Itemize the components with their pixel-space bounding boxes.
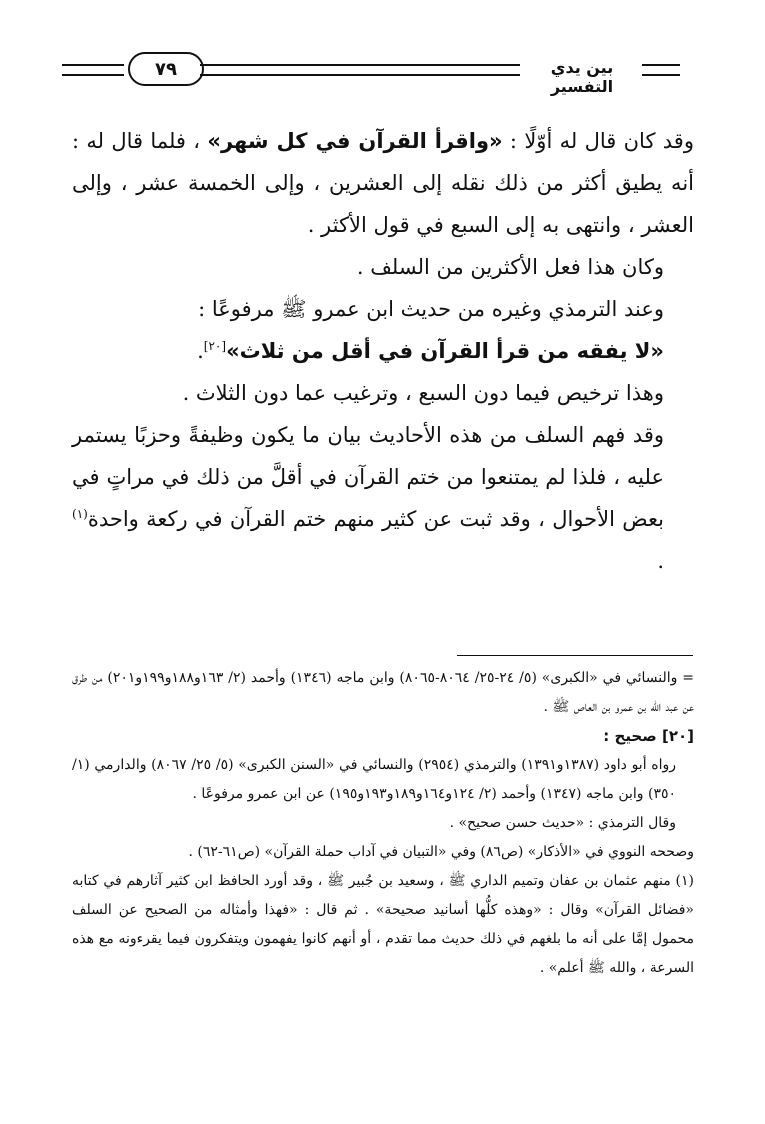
paragraph-2: وكان هذا فعل الأكثرين من السلف . xyxy=(356,255,664,279)
page-number: ٧٩ xyxy=(128,52,204,86)
paragraph-5: وهذا ترخيص فيما دون السبع ، وترغيب عما دون الثلاث . xyxy=(182,381,664,405)
footnote-20-tirmidhi: وقال الترمذي : «حديث حسن صحيح» . xyxy=(449,815,676,831)
p6-end: . xyxy=(657,549,664,573)
paragraph-3: وعند الترمذي وغيره من حديث ابن عمرو ﷺ مرفوعًا : xyxy=(198,297,664,321)
p6-text: وقد فهم السلف من هذه الأحاديث بيان ما يكون وظيفةً وحزبًا يستمر عليه ، فلذا لم يمتنعوا من ختم القرآن في أقلَّ من ذلك في مراتٍ في بعض الأحوال ، وقد ثبت عن كثير منهم ختم القرآن في ركعة واحدة xyxy=(72,423,664,531)
p4-end: . xyxy=(197,339,204,363)
header-rule-right xyxy=(642,64,680,76)
header-rule-middle xyxy=(200,64,520,76)
main-text xyxy=(72,120,694,582)
paragraph-4 xyxy=(72,330,694,372)
header-rule-left xyxy=(62,64,124,76)
footnote-20-heading: [٢٠] صحيح : xyxy=(603,727,694,745)
p1-text-b: ، فلما قال له : أنه يطيق أكثر من ذلك نقله إلى العشرين ، وإلى الخمسة عشر ، وإلى العشر ، وانتهى به إلى السبع في قول الأكثر . xyxy=(72,129,694,237)
reference-20[interactable]: [٢٠] xyxy=(203,339,227,353)
paragraph-6 xyxy=(72,414,694,582)
footnotes xyxy=(72,664,694,983)
paragraph-1 xyxy=(72,120,694,246)
page-header xyxy=(62,52,680,96)
footnote-separator xyxy=(457,655,693,656)
p1-text-a: وقد كان قال له أوّلًا : xyxy=(502,129,694,153)
footnote-ref-1[interactable]: (١) xyxy=(72,507,88,521)
hadith-quote: «لا يفقه من قرأ القرآن في أقل من ثلاث» xyxy=(226,339,664,363)
footnote-1: (١) منهم عثمان بن عفان وتميم الداري ﷺ ، وسعيد بن جُبير ﷺ ، وقد أورد الحافظ ابن كثير آثارهم في كتابه «فضائل القرآن» وقال : «وهذه كلُّها أسانيد صحيحة» . ثم قال : «فهذا وأمثاله من الصحيح عن السلف محمول إمَّا على أنه ما بلغهم في ذلك حديث مما تقدم ، أو أنهم كانوا يفهمون ويتفكرون فيما يقرءونه مع هذه السرعة ، والله ﷺ أعلم» . xyxy=(72,873,694,976)
footnote-continuation: = والنسائي في «الكبرى» (٥/ ٢٤-٢٥/ ٨٠٦٤-٨٠٦٥) وابن ماجه (١٣٤٦) وأحمد (٢/ ١٦٣و١٨٨و١٩٩و٢٠١) من طرق عن عبد الله بن عمرو بن العاص ﷺ . xyxy=(72,670,695,715)
running-title: بين يدي التفسير xyxy=(550,58,614,96)
footnote-20-sources: رواه أبو داود (١٣٨٧و١٣٩١) والترمذي (٢٩٥٤) والنسائي في «السنن الكبرى» (٥/ ٢٥/ ٨٠٦٧) والدارمي (١/ ٣٥٠) وابن ماجه (١٣٤٧) وأحمد (٢/ ١٢٤و١٦٤و١٨٩و١٩٣و١٩٥) عن ابن عمرو مرفوعًا . xyxy=(72,757,677,802)
p1-quote: «واقرأ القرآن في كل شهر» xyxy=(207,129,503,153)
footnote-20-nawawi: وصححه النووي في «الأذكار» (ص٨٦) وفي «التبيان في آداب حملة القرآن» (ص٦١-٦٢) . xyxy=(188,844,694,860)
